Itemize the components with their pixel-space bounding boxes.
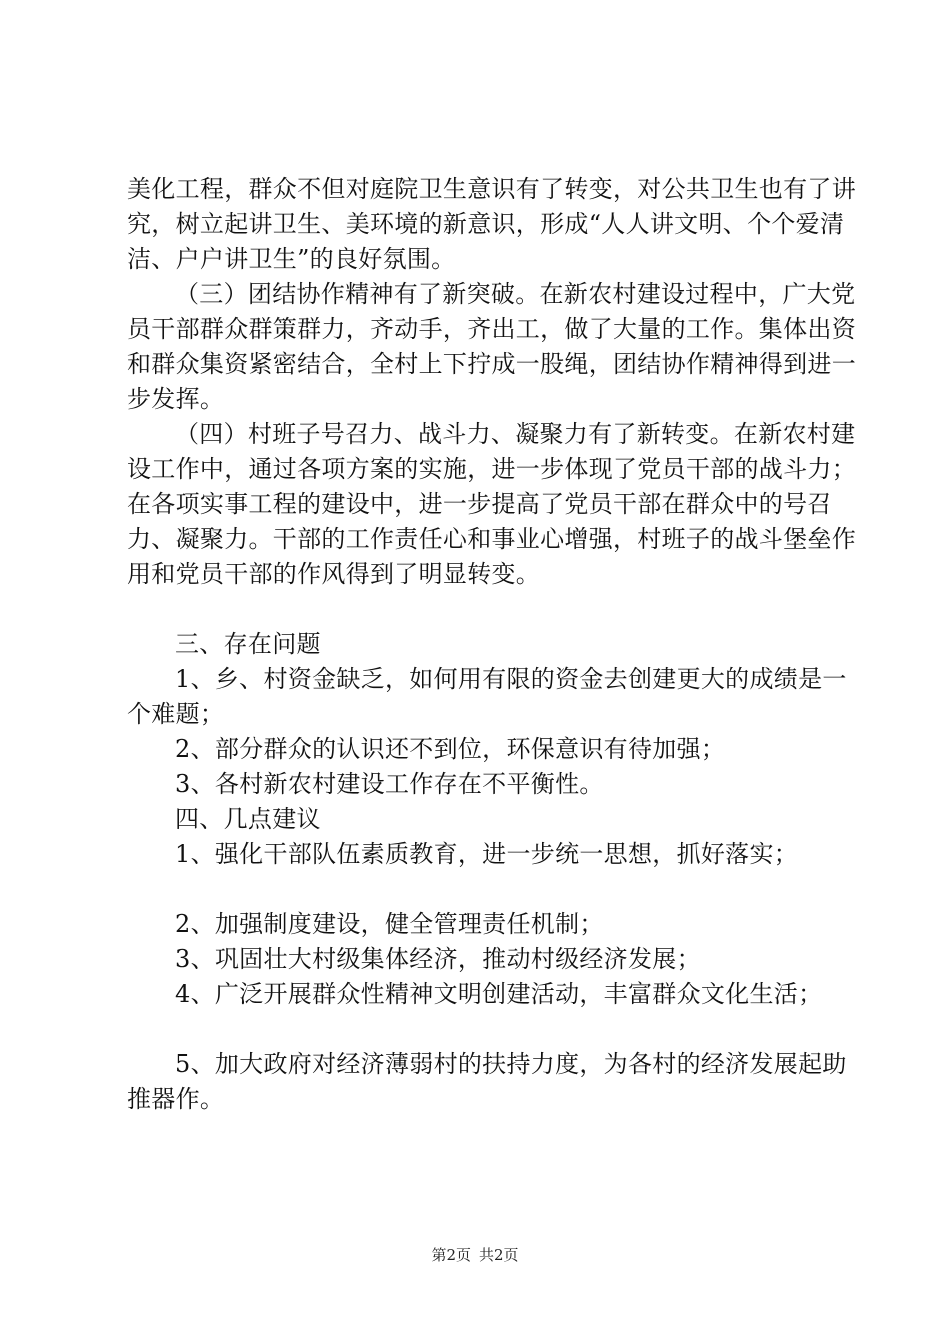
paragraph-spacer	[127, 592, 867, 627]
page-total: 共2页	[479, 1246, 519, 1264]
problem-item-3: 3、各村新农村建设工作存在不平衡性。	[175, 770, 604, 798]
suggestion-item-1: 1、强化干部队伍素质教育，进一步统一思想，抓好落实；	[175, 840, 799, 868]
problem-item-1: 1、乡、村资金缺乏，如何用有限的资金去创建更大的成绩是一个难题；	[127, 665, 847, 728]
suggestion-item-2: 2、加强制度建设，健全管理责任机制；	[175, 910, 604, 938]
paragraph-leadership: （四）村班子号召力、战斗力、凝聚力有了新转变。在新农村建设工作中，通过各项方案的实施，进一步体现了党员干部的战斗力；在各项实事工程的建设中，进一步提高了党员干部在群众中的号召力、凝聚力。干部的工作责任心和事业心增强，村班子的战斗堡垒作用和党员干部的作风得到了明显转变。	[127, 420, 856, 588]
document-body	[127, 172, 867, 1117]
suggestion-item-3: 3、巩固壮大村级集体经济，推动村级经济发展；	[175, 945, 701, 973]
paragraph-teamwork: （三）团结协作精神有了新突破。在新农村建设过程中，广大党员干部群众群策群力，齐动手，齐出工，做了大量的工作。集体出资和群众集资紧密结合，全村上下拧成一股绳，团结协作精神得到进一步发挥。	[127, 280, 856, 413]
page-footer	[0, 1244, 950, 1266]
problem-item-2: 2、部分群众的认识还不到位，环保意识有待加强；	[175, 735, 726, 763]
paragraph-continued: 美化工程，群众不但对庭院卫生意识有了转变，对公共卫生也有了讲究，树立起讲卫生、美环境的新意识，形成“人人讲文明、个个爱清洁、户户讲卫生”的良好氛围。	[127, 175, 856, 273]
suggestion-item-5: 5、加大政府对经济薄弱村的扶持力度，为各村的经济发展起助推器作。	[127, 1050, 847, 1113]
paragraph-spacer	[127, 872, 867, 907]
paragraph-spacer	[127, 1012, 867, 1047]
page-number: 第2页	[431, 1246, 471, 1264]
section-heading-suggestions: 四、几点建议	[175, 805, 321, 833]
section-heading-problems: 三、存在问题	[175, 630, 321, 658]
suggestion-item-4: 4、广泛开展群众性精神文明创建活动，丰富群众文化生活；	[175, 980, 823, 1008]
